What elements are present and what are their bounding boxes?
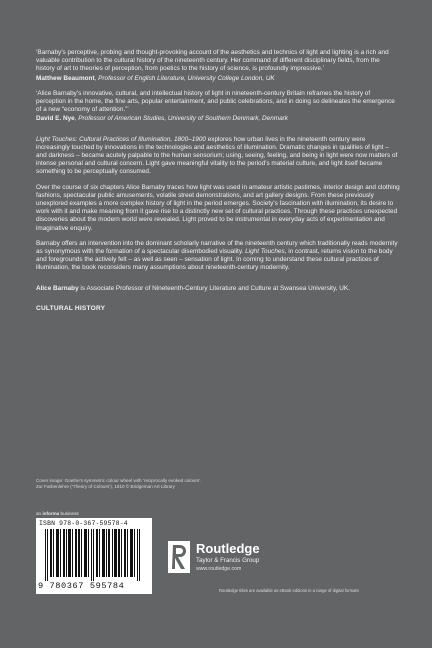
- publisher-name: Routledge: [196, 541, 260, 556]
- description-paragraph-3: [36, 240, 400, 273]
- publisher-url[interactable]: www.routledge.com: [196, 566, 242, 572]
- back-cover-text: [36, 49, 400, 329]
- publisher-group: Taylor & Francis Group: [196, 557, 260, 564]
- quote-affiliation: Professor of American Studies, University of Southern Denmark, Denmark: [78, 115, 288, 123]
- informa-brand: informa: [42, 511, 60, 516]
- review-quote-2: [36, 90, 400, 124]
- cover-credit-line: Cover image: Goethe’s symmetric colour wheel with ‘reciprocally evoked colours’.: [36, 478, 202, 483]
- book-title-short: Light Touches: [245, 248, 285, 256]
- quote-text: ‘Alice Barnaby’s innovative, cultural, and intellectual history of light in nineteenth-century Britain reframes the history of perception in the home, the fine arts, popular entertainment, and public celebrations, and in doing so delineates the emergence of a new “economy of attention.”’: [36, 89, 395, 114]
- paragraph-text: , in contrast, returns vision to the body and foregrounds the actively felt – as well as seen – sensation of light. In coming to understand these cultural practices of illumination, the book reconsiders many assumptions about nineteenth-century modernity.: [36, 248, 393, 272]
- cover-credit: [36, 478, 400, 490]
- isbn-text: ISBN 978-0-367-59578-4: [39, 520, 128, 527]
- barcode-icon: [45, 529, 143, 581]
- bio-text: is Associate Professor of Nineteenth-Century Literature and Culture at Swansea University, UK.: [78, 284, 350, 292]
- paragraph-text: Barnaby offers an intervention into the dominant scholarly narrative of the nineteenth century which traditionally reads modernity as synonymous with the formation of a spectacular disembodied visuality.: [36, 239, 398, 256]
- quote-attribution: David E. Nye, Professor of American Studies, University of Southern Denmark, Denmark: [36, 115, 288, 123]
- description-paragraph-1: [36, 136, 400, 177]
- subject-category: CULTURAL HISTORY: [36, 304, 106, 312]
- description-paragraph-2: Over the course of six chapters Alice Barnaby traces how light was used in amateur artistic pastimes, interior design and clothing fashions, spectacular public amusements, volatile street demonstrations, and art gallery designs. From these previously unexplored examples a more complex history of light in the period emerges. Society’s fascination with illumination, its desire to work with it and make meaning from it gave rise to a distinctly new set of cultural practices. Through these practices unexpected discoveries about the modern world were revealed. Light proved to be instrumental in everyday acts of experimentation and imaginative enquiry.: [36, 183, 400, 232]
- cover-credit-line: Zur Farbenlehre (‘Theory of Colours’), 1810 © Bridgeman Art Library: [36, 484, 175, 489]
- quote-text: ‘Barnaby’s perceptive, probing and thought-provoking account of the aesthetics and technics of light and lighting is a rich and valuable contribution to the cultural history of the nineteenth century. Her command of different disciplinary fields, from the history of art to theories of perception, from poetics to the history of science, is profoundly impressive.’: [36, 49, 389, 73]
- publisher-logo: [168, 541, 288, 581]
- informa-prefix: an: [36, 511, 43, 516]
- review-quote-1: [36, 49, 400, 83]
- quote-author: David E. Nye: [36, 115, 75, 123]
- author-name: Alice Barnaby: [36, 284, 79, 292]
- informa-suffix: business: [59, 511, 79, 516]
- quote-affiliation: Professor of English Literature, University College London, UK: [98, 74, 275, 82]
- informa-business-tag: [36, 511, 79, 516]
- paragraph-text: explores how urban lives in the nineteenth century were increasingly touched by innovations in the technologies and aesthetics of illumination. Dramatic changes in qualities of light – and darkness – became acutely palpable to the human sensorium; using, seeing, feeling, and being in light were now matters of intense personal and cultural concern. Light gave meaningful vitality to the period’s material culture, and light itself became something to be perceptually consumed.: [36, 135, 398, 176]
- author-bio: [36, 285, 400, 293]
- ebook-note: Routledge titles are available as eBook editions in a range of digital formats: [219, 588, 359, 593]
- barcode-panel: [36, 518, 152, 594]
- routledge-r-icon: [168, 541, 190, 573]
- quote-author: Matthew Beaumont: [36, 74, 95, 82]
- quote-attribution: Matthew Beaumont, Professor of English Literature, University College London, UK: [36, 74, 275, 82]
- ean-digits: 9 780367 595784: [38, 581, 125, 591]
- book-title: Light Touches: Cultural Practices of Illumination, 1800–1900: [36, 135, 206, 143]
